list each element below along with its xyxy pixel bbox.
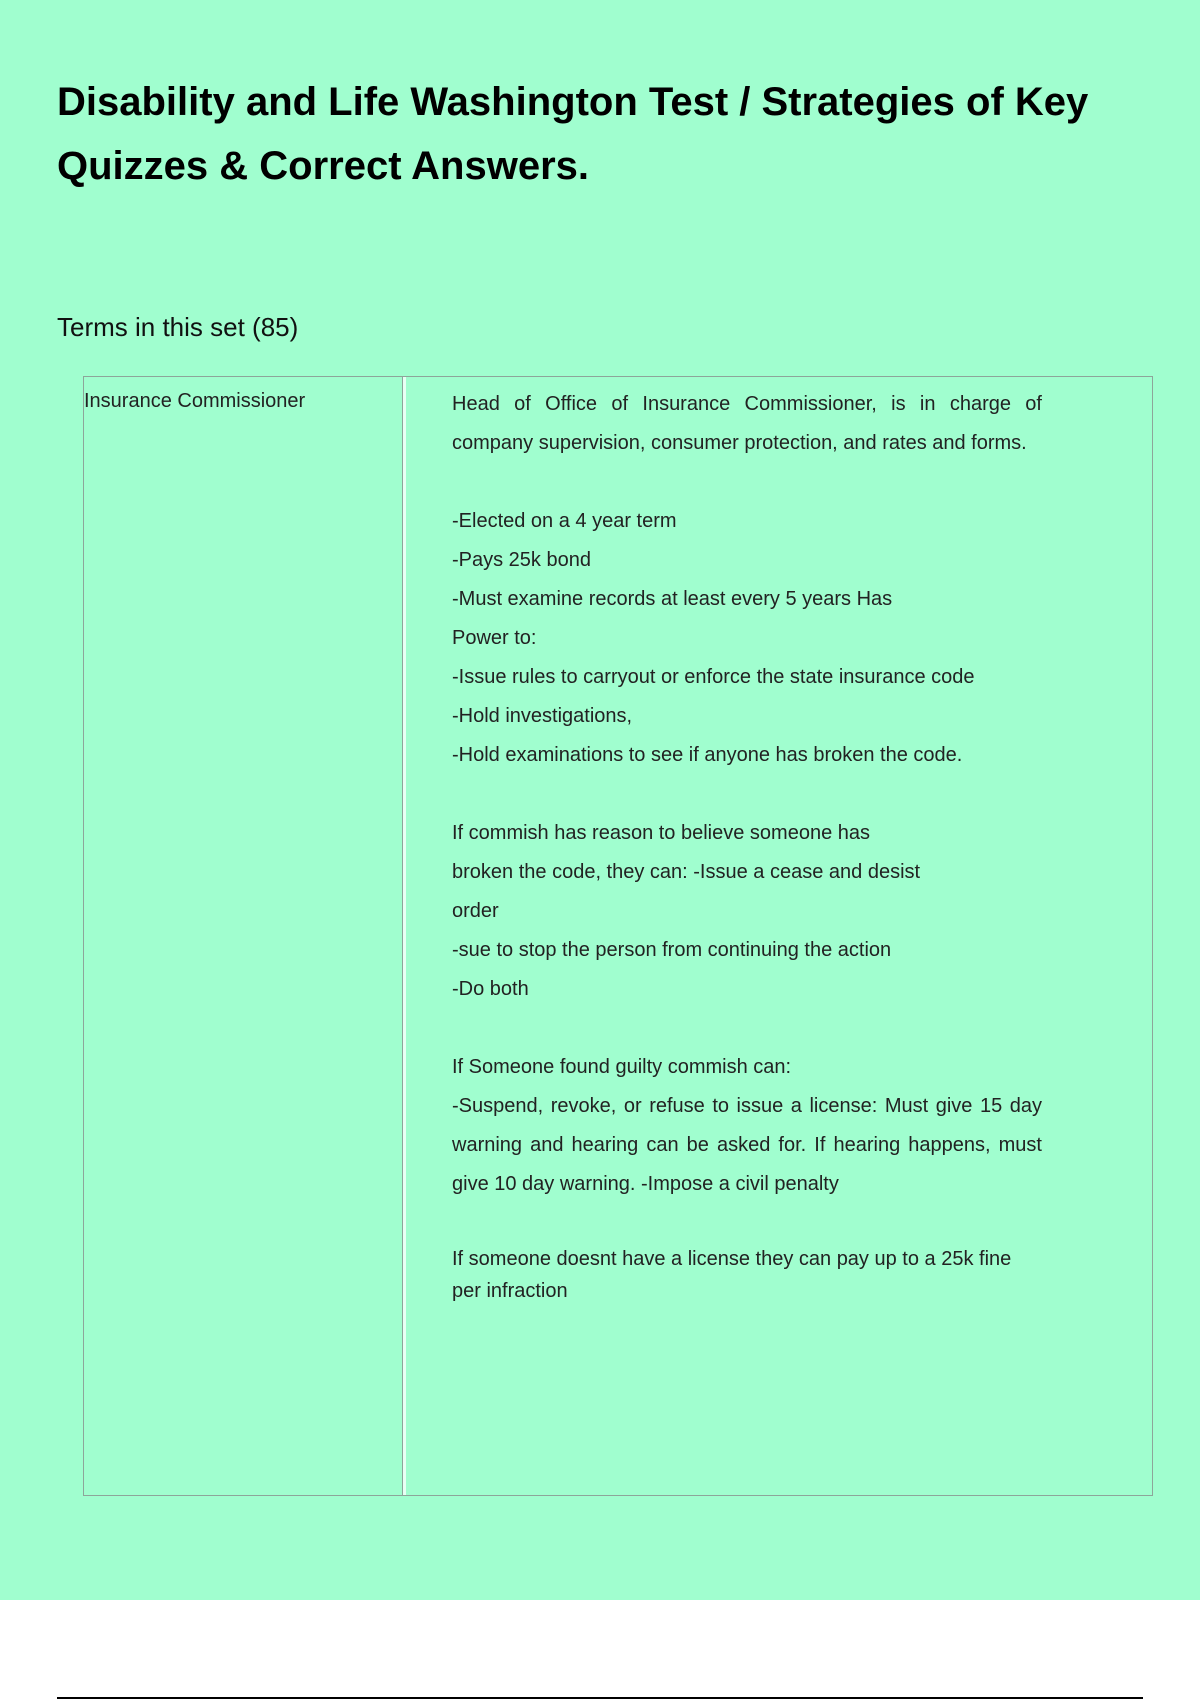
definition-text	[452, 385, 1042, 1307]
guilty-penalty-text: -Suspend, revoke, or refuse to issue a license: Must give 15 day warning and hearing can be asked for. If hearing happens, must give 10 day warning. -Impose a civil penalty	[452, 1095, 1042, 1195]
footer-rule	[57, 1697, 1143, 1699]
duty-line: -Pays 25k bond	[452, 549, 591, 571]
duty-line: -Elected on a 4 year term	[452, 510, 677, 532]
column-divider	[402, 377, 406, 1495]
violation-line: order	[452, 900, 499, 922]
license-fine-text: If someone doesnt have a license they can pay up to a 25k fine per infraction	[452, 1248, 1012, 1302]
violation-line: broken the code, they can: -Issue a cease and desist	[452, 861, 921, 883]
guilty-intro-line: If Someone found guilty commish can:	[452, 1056, 792, 1078]
duty-line: -Hold examinations to see if anyone has broken the code.	[452, 744, 963, 766]
duty-line: Power to:	[452, 627, 537, 649]
violation-line: -sue to stop the person from continuing the action	[452, 939, 892, 961]
paragraph-gap	[452, 775, 1042, 814]
duty-line: -Must examine records at least every 5 years Has	[452, 588, 893, 610]
definition-intro: Head of Office of Insurance Commissioner, is in charge of company supervision, consumer protection, and rates and forms.	[452, 393, 1042, 454]
duty-line: -Issue rules to carryout or enforce the state insurance code	[452, 666, 975, 688]
paragraph-gap	[452, 463, 1042, 502]
paragraph-gap	[452, 1009, 1042, 1048]
paragraph-gap	[452, 1204, 1042, 1243]
violation-line: -Do both	[452, 978, 529, 1000]
document-title: Disability and Life Washington Test / Strategies of Key Quizzes & Correct Answers.	[57, 80, 1089, 188]
terms-count-label: Terms in this set (85)	[57, 312, 299, 342]
term-text: Insurance Commissioner	[84, 390, 306, 412]
violation-line: If commish has reason to believe someone has	[452, 822, 870, 844]
flashcard-row	[83, 376, 1153, 1496]
duty-line: -Hold investigations,	[452, 705, 633, 727]
